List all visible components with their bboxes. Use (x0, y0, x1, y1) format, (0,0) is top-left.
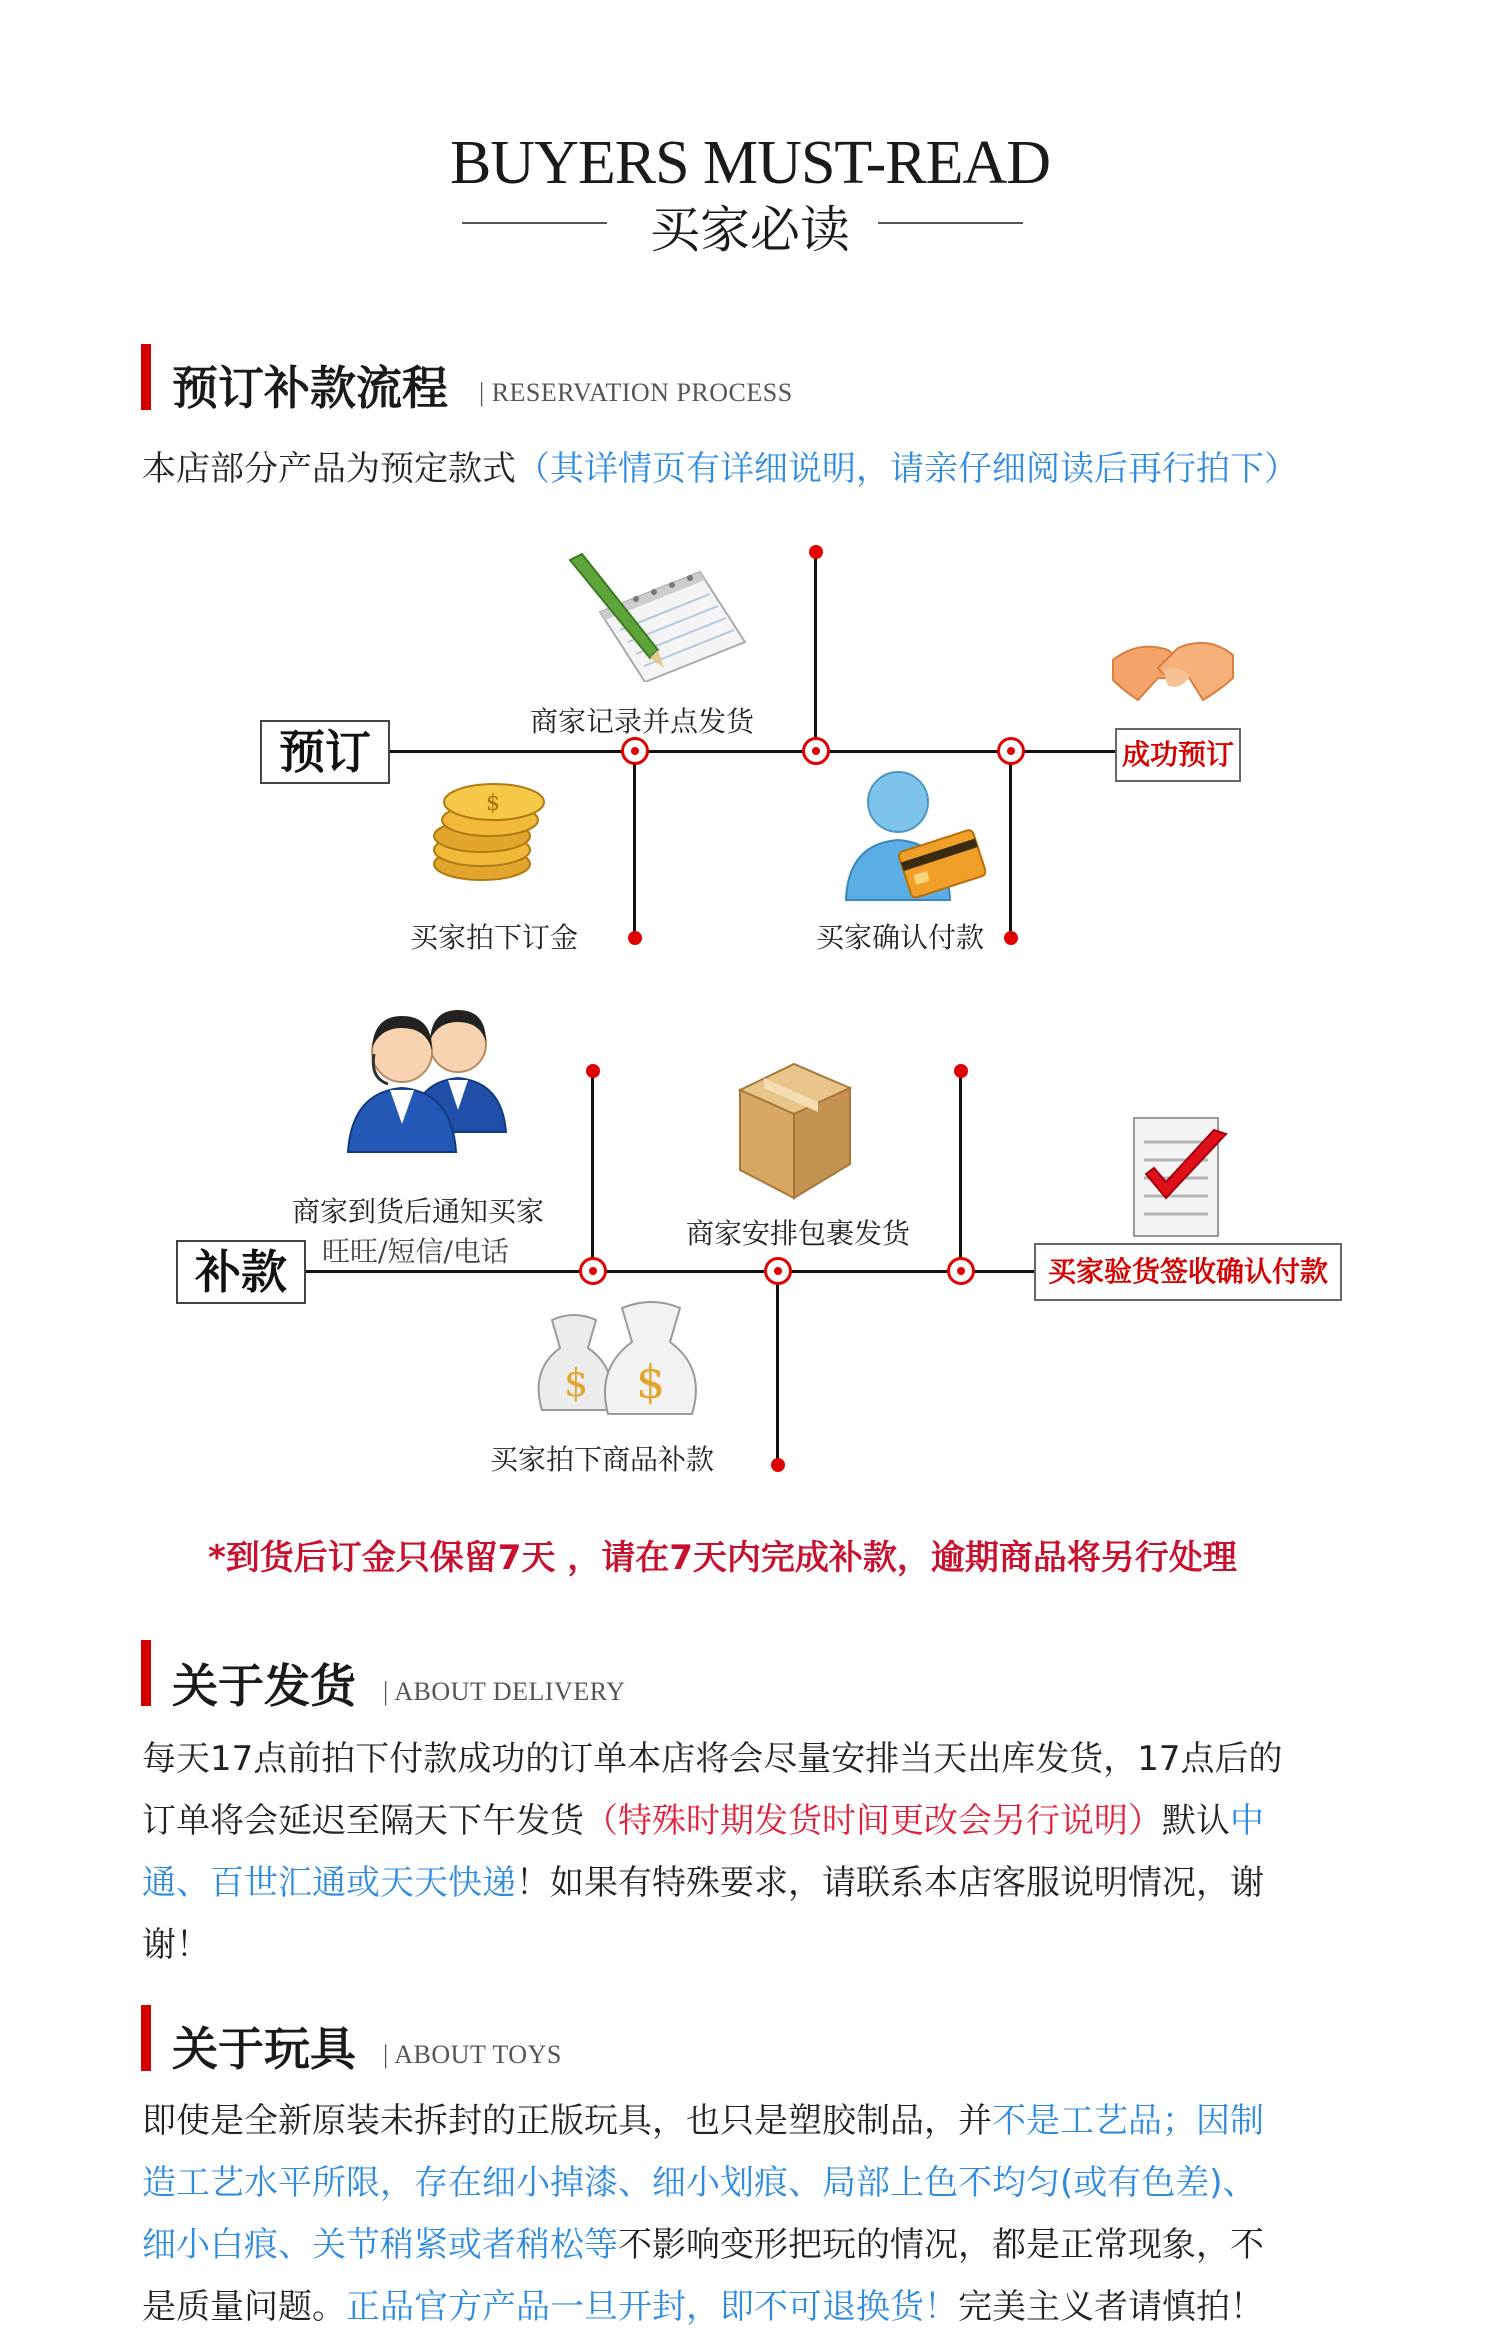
section-title-reservation: 预订补款流程 (172, 361, 448, 415)
toys-text: 不影响变形把玩的情况，都是正常现象，不 (618, 2225, 1264, 2265)
courier-names: 通、百世汇通或天天快递 (142, 1863, 516, 1903)
money-bags-icon (524, 1290, 714, 1420)
toys-highlight: 正品官方产品一旦开封，即不可退换货！ (346, 2287, 958, 2327)
svg-text:$: $ (636, 1355, 666, 1409)
delivery-paragraph (142, 1728, 1283, 1976)
flow1-node (997, 737, 1025, 765)
section-subtitle-reservation: | RESERVATION PROCESS (479, 378, 793, 407)
step-buyer-confirm: 买家确认付款 (816, 921, 985, 954)
section-title-delivery: 关于发货 (172, 1659, 356, 1713)
toys-text: 完美主义者请慎拍！ (958, 2287, 1264, 2327)
header-divider-left (462, 222, 607, 224)
toys-line: 造工艺水平所限，存在细小掉漆、细小划痕、局部上色不均匀(或有色差)、 (142, 2163, 1257, 2203)
checked-document-icon (1126, 1112, 1234, 1242)
flow1-endpoint (628, 931, 642, 945)
toys-paragraph (142, 2090, 1264, 2338)
flow1-end-label: 成功预订 (1115, 728, 1241, 782)
section-marker (141, 344, 151, 410)
section-subtitle-delivery: | ABOUT DELIVERY (383, 1677, 626, 1706)
flow2-stem-notify (591, 1070, 594, 1270)
flow1-endpoint (1004, 931, 1018, 945)
flow1-stem-top (814, 551, 817, 750)
notepad-pen-icon (560, 552, 750, 682)
delivery-note: （特殊时期发货时间更改会另行说明） (584, 1801, 1162, 1841)
step-notify-channels: 旺旺/短信/电话 (322, 1235, 509, 1268)
section-marker (141, 1640, 151, 1706)
intro-note: （其详情页有详细说明，请亲仔细阅读后再行拍下） (516, 449, 1298, 489)
flow1-endpoint (809, 545, 823, 559)
toys-text: 即使是全新原装未拆封的正版玩具，也只是塑胶制品，并 (142, 2101, 992, 2141)
flow1-node (621, 737, 649, 765)
header-divider-right (878, 222, 1023, 224)
flow1-node (802, 737, 830, 765)
section-marker (141, 2005, 151, 2071)
flow1-start-label: 预订 (260, 720, 390, 784)
flow2-node (947, 1257, 975, 1285)
customer-service-icon (340, 992, 510, 1157)
flow2-endpoint (586, 1064, 600, 1078)
page-title: BUYERS MUST-READ (449, 129, 1051, 197)
flow2-endpoint (954, 1064, 968, 1078)
svg-text:$: $ (564, 1361, 589, 1405)
delivery-line: 谢！ (142, 1925, 210, 1965)
flow2-stem-balance (776, 1270, 779, 1464)
parcel-box-icon (732, 1052, 857, 1202)
delivery-text: 订单将会延迟至隔天下午发货 (142, 1801, 584, 1841)
flow2-stem-ship (959, 1070, 962, 1270)
step-ship: 商家安排包裹发货 (686, 1217, 911, 1250)
section-title-toys: 关于玩具 (172, 2022, 356, 2076)
delivery-text: 默认 (1162, 1801, 1230, 1841)
toys-highlight: 不是工艺品；因制 (992, 2101, 1264, 2141)
reservation-intro (142, 438, 1298, 500)
step-merchant-record: 商家记录并点发货 (530, 705, 755, 738)
courier-names: 中 (1230, 1801, 1264, 1841)
flow2-end-label: 买家验货签收确认付款 (1034, 1243, 1342, 1301)
delivery-line (142, 1852, 1283, 1914)
deposit-notice: *到货后订金只保留7天 ，请在7天内完成补款，逾期商品将另行处理 (208, 1538, 1237, 1578)
page-subtitle: 买家必读 (650, 201, 850, 259)
intro-text: 本店部分产品为预定款式 (142, 449, 516, 489)
flow2-start-label: 补款 (176, 1240, 306, 1304)
toys-text: 是质量问题。 (142, 2287, 346, 2327)
flow1-stem-confirm (1009, 750, 1012, 936)
step-pay-balance: 买家拍下商品补款 (490, 1443, 715, 1476)
flow2-endpoint (771, 1458, 785, 1472)
toys-line (142, 2090, 1264, 2152)
user-card-icon (836, 760, 986, 910)
delivery-line (142, 1790, 1283, 1852)
step-buyer-deposit: 买家拍下订金 (410, 921, 579, 954)
flow2-node (579, 1257, 607, 1285)
flow1-stem-deposit (633, 750, 636, 936)
toys-line (142, 2214, 1264, 2276)
delivery-text: ！如果有特殊要求，请联系本店客服说明情况，谢 (516, 1863, 1264, 1903)
section-subtitle-toys: | ABOUT TOYS (383, 2040, 562, 2069)
flow2-main-line (303, 1270, 1035, 1273)
toys-highlight: 细小白痕、关节稍紧或者稍松等 (142, 2225, 618, 2265)
delivery-line: 每天17点前拍下付款成功的订单本店将会尽量安排当天出库发货，17点后的 (142, 1739, 1283, 1779)
handshake-icon (1108, 620, 1238, 715)
toys-line (142, 2276, 1264, 2338)
flow2-node (764, 1257, 792, 1285)
step-notify: 商家到货后通知买家 (292, 1195, 545, 1228)
svg-text:$: $ (486, 791, 500, 816)
gold-coins-icon (420, 772, 560, 887)
